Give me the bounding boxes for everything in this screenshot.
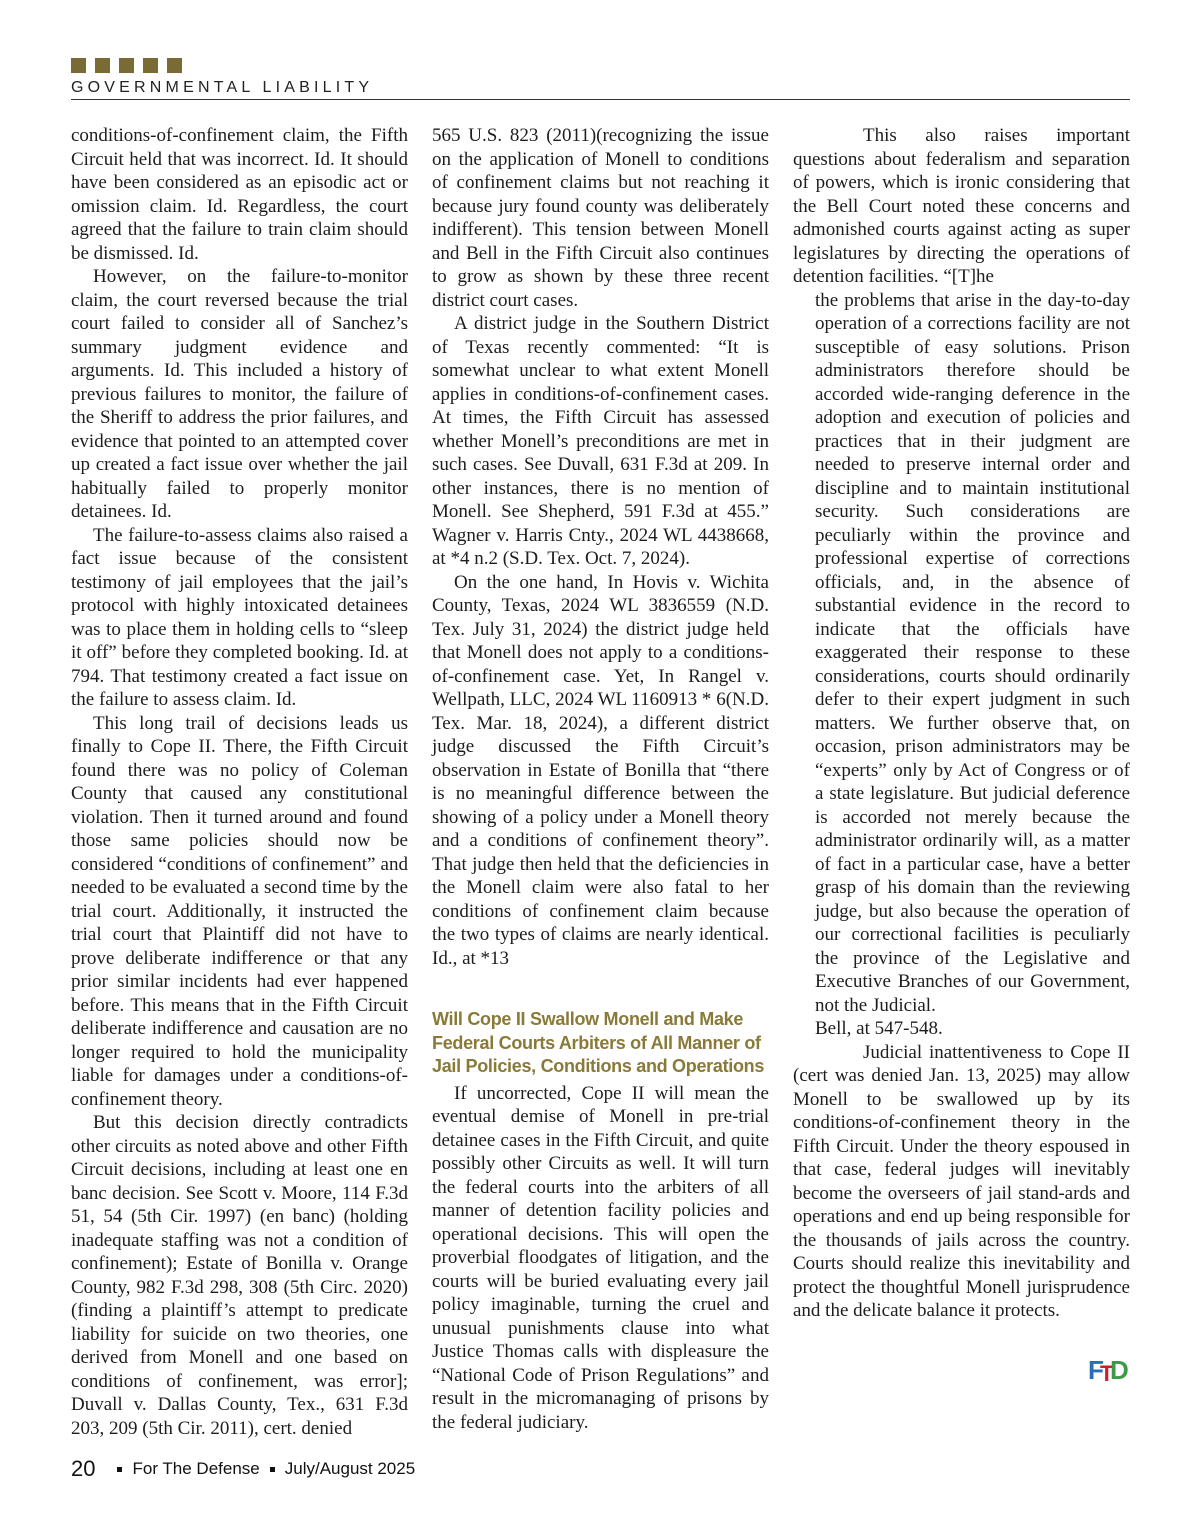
body-paragraph: The failure-to-assess claims also raised a fact issue because of the consistent testimony of jail employees that the jail’s protocol with highly intoxicated detainees was to place them in holding cells to “sleep it off” before they completed booking. Id. at 794. That testimony created a fact issue on the failure to assess claim. Id. bbox=[71, 524, 408, 710]
page-number: 20 bbox=[71, 1456, 96, 1481]
header-squares bbox=[71, 58, 182, 73]
ftd-logo-f: F bbox=[1088, 1355, 1104, 1384]
header-square bbox=[143, 58, 158, 73]
header-rule bbox=[71, 99, 1130, 100]
footer-bullet bbox=[270, 1467, 275, 1472]
section-label: GOVERNMENTAL LIABILITY bbox=[71, 79, 374, 96]
header-square bbox=[95, 58, 110, 73]
article-column-2 bbox=[432, 124, 769, 1434]
body-paragraph: A district judge in the Southern District of Texas recently commented: “It is somewhat unclear to what extent Monell applies in conditions-of-confinement cases. At times, the Fifth Circuit has assessed whether Monell’s preconditions are met in such cases. See Duvall, 631 F.3d at 209. In other instances, there is no mention of Monell. See Shepherd, 591 F.3d at 455.” Wagner v. Harris Cnty., 2024 WL 4438668, at *4 n.2 (S.D. Tex. Oct. 7, 2024). bbox=[432, 313, 769, 569]
body-paragraph: However, on the failure-to-monitor claim, the court reversed because the trial court failed to consider all of Sanchez’s summary judgment evidence and arguments. Id. This included a history of previous failures to monitor, the failure of the Sheriff to address the prior failures, and evidence that pointed to an attempted cover up created a fact issue over whether the jail habitually failed to properly monitor detainees. Id. bbox=[71, 266, 408, 522]
ftd-logo-d: D bbox=[1110, 1355, 1129, 1384]
header-square bbox=[71, 58, 86, 73]
article-column-3 bbox=[793, 124, 1130, 1323]
body-paragraph: This long trail of decisions leads us finally to Cope II. There, the Fifth Circuit found there was no policy of Coleman County that caused any constitutional violation. Then it turned around and found those same policies should now be considered “conditions of confinement” and needed to be evaluated a second time by the trial court. Additionally, it instructed the trial court that Plaintiff did not have to prove deliberate indifference or that any prior similar incidents had ever happened before. This means that in the Fifth Circuit deliberate indifference and causation are no longer required to hold the municipality liable for damages under a conditions-of-confinement theory. bbox=[71, 712, 408, 1110]
page-footer bbox=[71, 1456, 415, 1482]
body-paragraph: This also raises important questions about federalism and separation of powers, which is ironic considering that the Bell Court noted these concerns and admonished courts against acting as super legislatures by directing the operations of detention facilities. “[T]he bbox=[793, 125, 1130, 287]
block-quote-paragraph: the problems that arise in the day-to-day operation of a corrections facility are not susceptible of easy solutions. Prison administrators therefore should be accorded wide-ranging deference in the adoption and execution of policies and practices that in their judgment are needed to preserve internal order and discipline and to maintain institutional security. Such considerations are peculiarly within the province and professional expertise of corrections officials, and, in the absence of substantial evidence in the record to indicate that the officials have exaggerated their response to these considerations, courts should ordinarily defer to their expert judgment in such matters. We further observe that, on occasion, prison administrators may be “experts” only by Act of Congress or of a state legislature. But judicial deference is accorded not merely because the administrator ordinarily will, as a matter of fact in a particular case, have a better grasp of his domain than the reviewing judge, but also because the operation of our correctional facilities is peculiarly the province of the Legislative and Executive Branches of our Government, not the Judicial. bbox=[815, 289, 1130, 1016]
body-paragraph: Judicial inattentiveness to Cope II (cert was denied Jan. 13, 2025) may allow Monell to be swallowed up by its conditions-of-confinement theory in the Fifth Circuit. Under the theory espoused in that case, federal judges will inevitably become the overseers of jail stand-ards and operations and end up being responsible for the thousands of jails across the country. Courts should realize this inevitability and protect the thoughtful Monell jurisprudence and the delicate balance it protects. bbox=[793, 1041, 1130, 1321]
body-paragraph: If uncorrected, Cope II will mean the eventual demise of Monell in pre-trial detainee cases in the Fifth Circuit, and quite possibly other Circuits as well. It will turn the federal courts into the arbiters of all manner of detention facility policies and operational decisions. This will open the proverbial floodgates of litigation, and the courts will be buried evaluating every jail policy imaginable, turning the cruel and unusual punishments clause into what Justice Thomas calls with displeasure the “National Code of Prison Regulations” and result in the micromanaging of prisons by the federal judiciary. bbox=[432, 1082, 769, 1433]
footer-bullet bbox=[117, 1467, 122, 1472]
body-paragraph: 565 U.S. 823 (2011)(recognizing the issue on the application of Monell to conditions of confinement claims but not reaching it because jury found county was deliberately indifferent). This tension between Monell and Bell in the Fifth Circuit also continues to grow as shown by these three recent district court cases. bbox=[432, 125, 769, 311]
body-paragraph: conditions-of-confinement claim, the Fifth Circuit held that was incorrect. Id. It should have been considered as an episodic act or omission claim. Id. Regardless, the court agreed that the failure to train claim should be dismissed. Id. bbox=[71, 125, 408, 264]
section-heading: Will Cope II Swallow Monell and Make Federal Courts Arbiters of All Manner of Jail Policies, Conditions and Operations bbox=[432, 1009, 765, 1076]
body-paragraph: But this decision directly contradicts other circuits as noted above and other Fifth Circuit decisions, including at least one en banc decision. See Scott v. Moore, 114 F.3d 51, 54 (5th Cir. 1997) (en banc) (holding inadequate staffing was not a condition of confinement); Estate of Bonilla v. Orange County, 982 F.3d 298, 308 (5th Circ. 2020) (finding a plaintiff’s attempt to predicate liability for suicide on two theories, one derived from Monell and one based on conditions of confinement, was error]; Duvall v. Dallas County, Tex., 631 F.3d 203, 209 (5th Cir. 2011), cert. denied bbox=[71, 1112, 408, 1439]
ftd-logo-t: T bbox=[1100, 1361, 1114, 1384]
header-square bbox=[119, 58, 134, 73]
body-paragraph: On the one hand, In Hovis v. Wichita County, Texas, 2024 WL 3836559 (N.D. Tex. July 31, 2024) the district judge held that Monell does not apply to a conditions-of-confinement case. Yet, In Rangel v. Wellpath, LLC, 2024 WL 1160913 * 6(N.D. Tex. Mar. 18, 2024), a different district judge discussed the Fifth Circuit’s observation in Estate of Bonilla that “there is no meaningful difference between the showing of a policy under a Monell theory and a conditions of confinement theory”. That judge then held that the deficiencies in the Monell claim were also fatal to her conditions of confinement claim because the two types of claims are nearly identical. Id., at *13 bbox=[432, 571, 769, 969]
publication-name: For The Defense bbox=[132, 1459, 260, 1478]
issue-date: July/August 2025 bbox=[284, 1459, 416, 1478]
block-quote-paragraph: Bell, at 547-548. bbox=[815, 1018, 943, 1039]
article-column-1 bbox=[71, 124, 408, 1440]
ftd-logo-icon bbox=[1087, 1354, 1129, 1384]
header-square bbox=[167, 58, 182, 73]
